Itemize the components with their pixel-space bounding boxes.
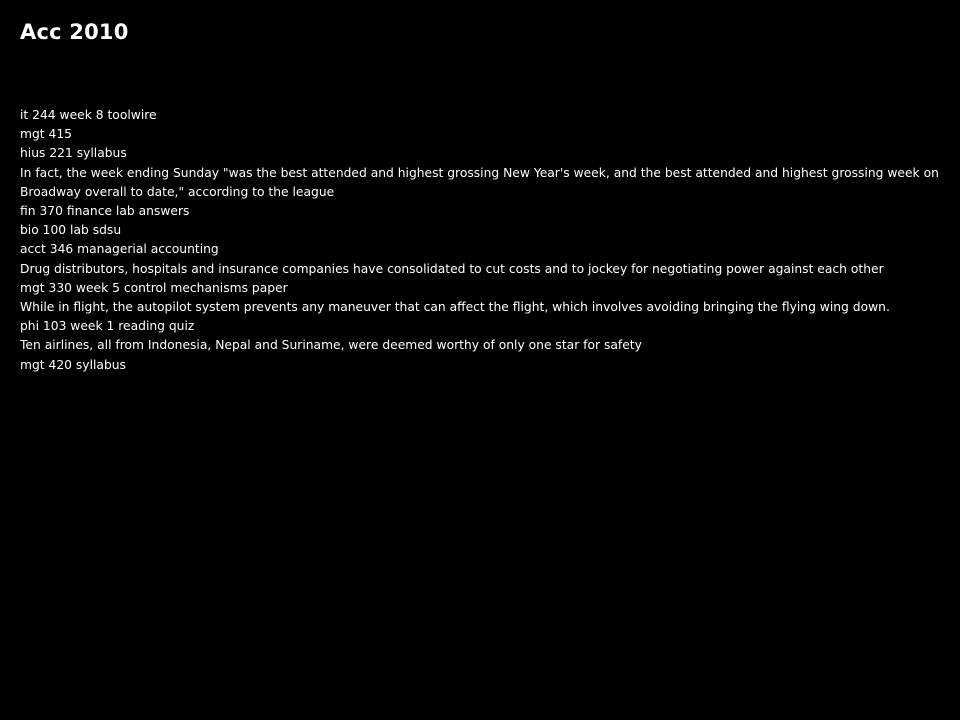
text-line: mgt 330 week 5 control mechanisms paper — [20, 280, 288, 295]
text-line: While in flight, the autopilot system prevents any maneuver that can affect the flight, which involves avoiding bringing the flying wing down. — [20, 300, 890, 315]
slide-body — [20, 106, 948, 375]
text-line: Drug distributors, hospitals and insurance companies have consolidated to cut costs and to jockey for negotiating power against each other — [20, 261, 884, 276]
slide-title: Acc 2010 — [20, 20, 129, 44]
text-line: mgt 415 — [20, 127, 72, 142]
text-line: acct 346 managerial accounting — [20, 242, 219, 257]
text-line: fin 370 finance lab answers — [20, 204, 190, 219]
text-line: mgt 420 syllabus — [20, 357, 126, 372]
text-line: bio 100 lab sdsu — [20, 223, 122, 238]
text-line: phi 103 week 1 reading quiz — [20, 319, 195, 334]
text-line: In fact, the week ending Sunday "was the best attended and highest grossing New Year's week, and the best attended and highest grossing week on Broadway overall to date," according to the league — [20, 165, 939, 199]
text-line: Ten airlines, all from Indonesia, Nepal and Suriname, were deemed worthy of only one star for safety — [20, 338, 642, 353]
text-line: it 244 week 8 toolwire — [20, 108, 157, 122]
text-line: hius 221 syllabus — [20, 146, 127, 161]
